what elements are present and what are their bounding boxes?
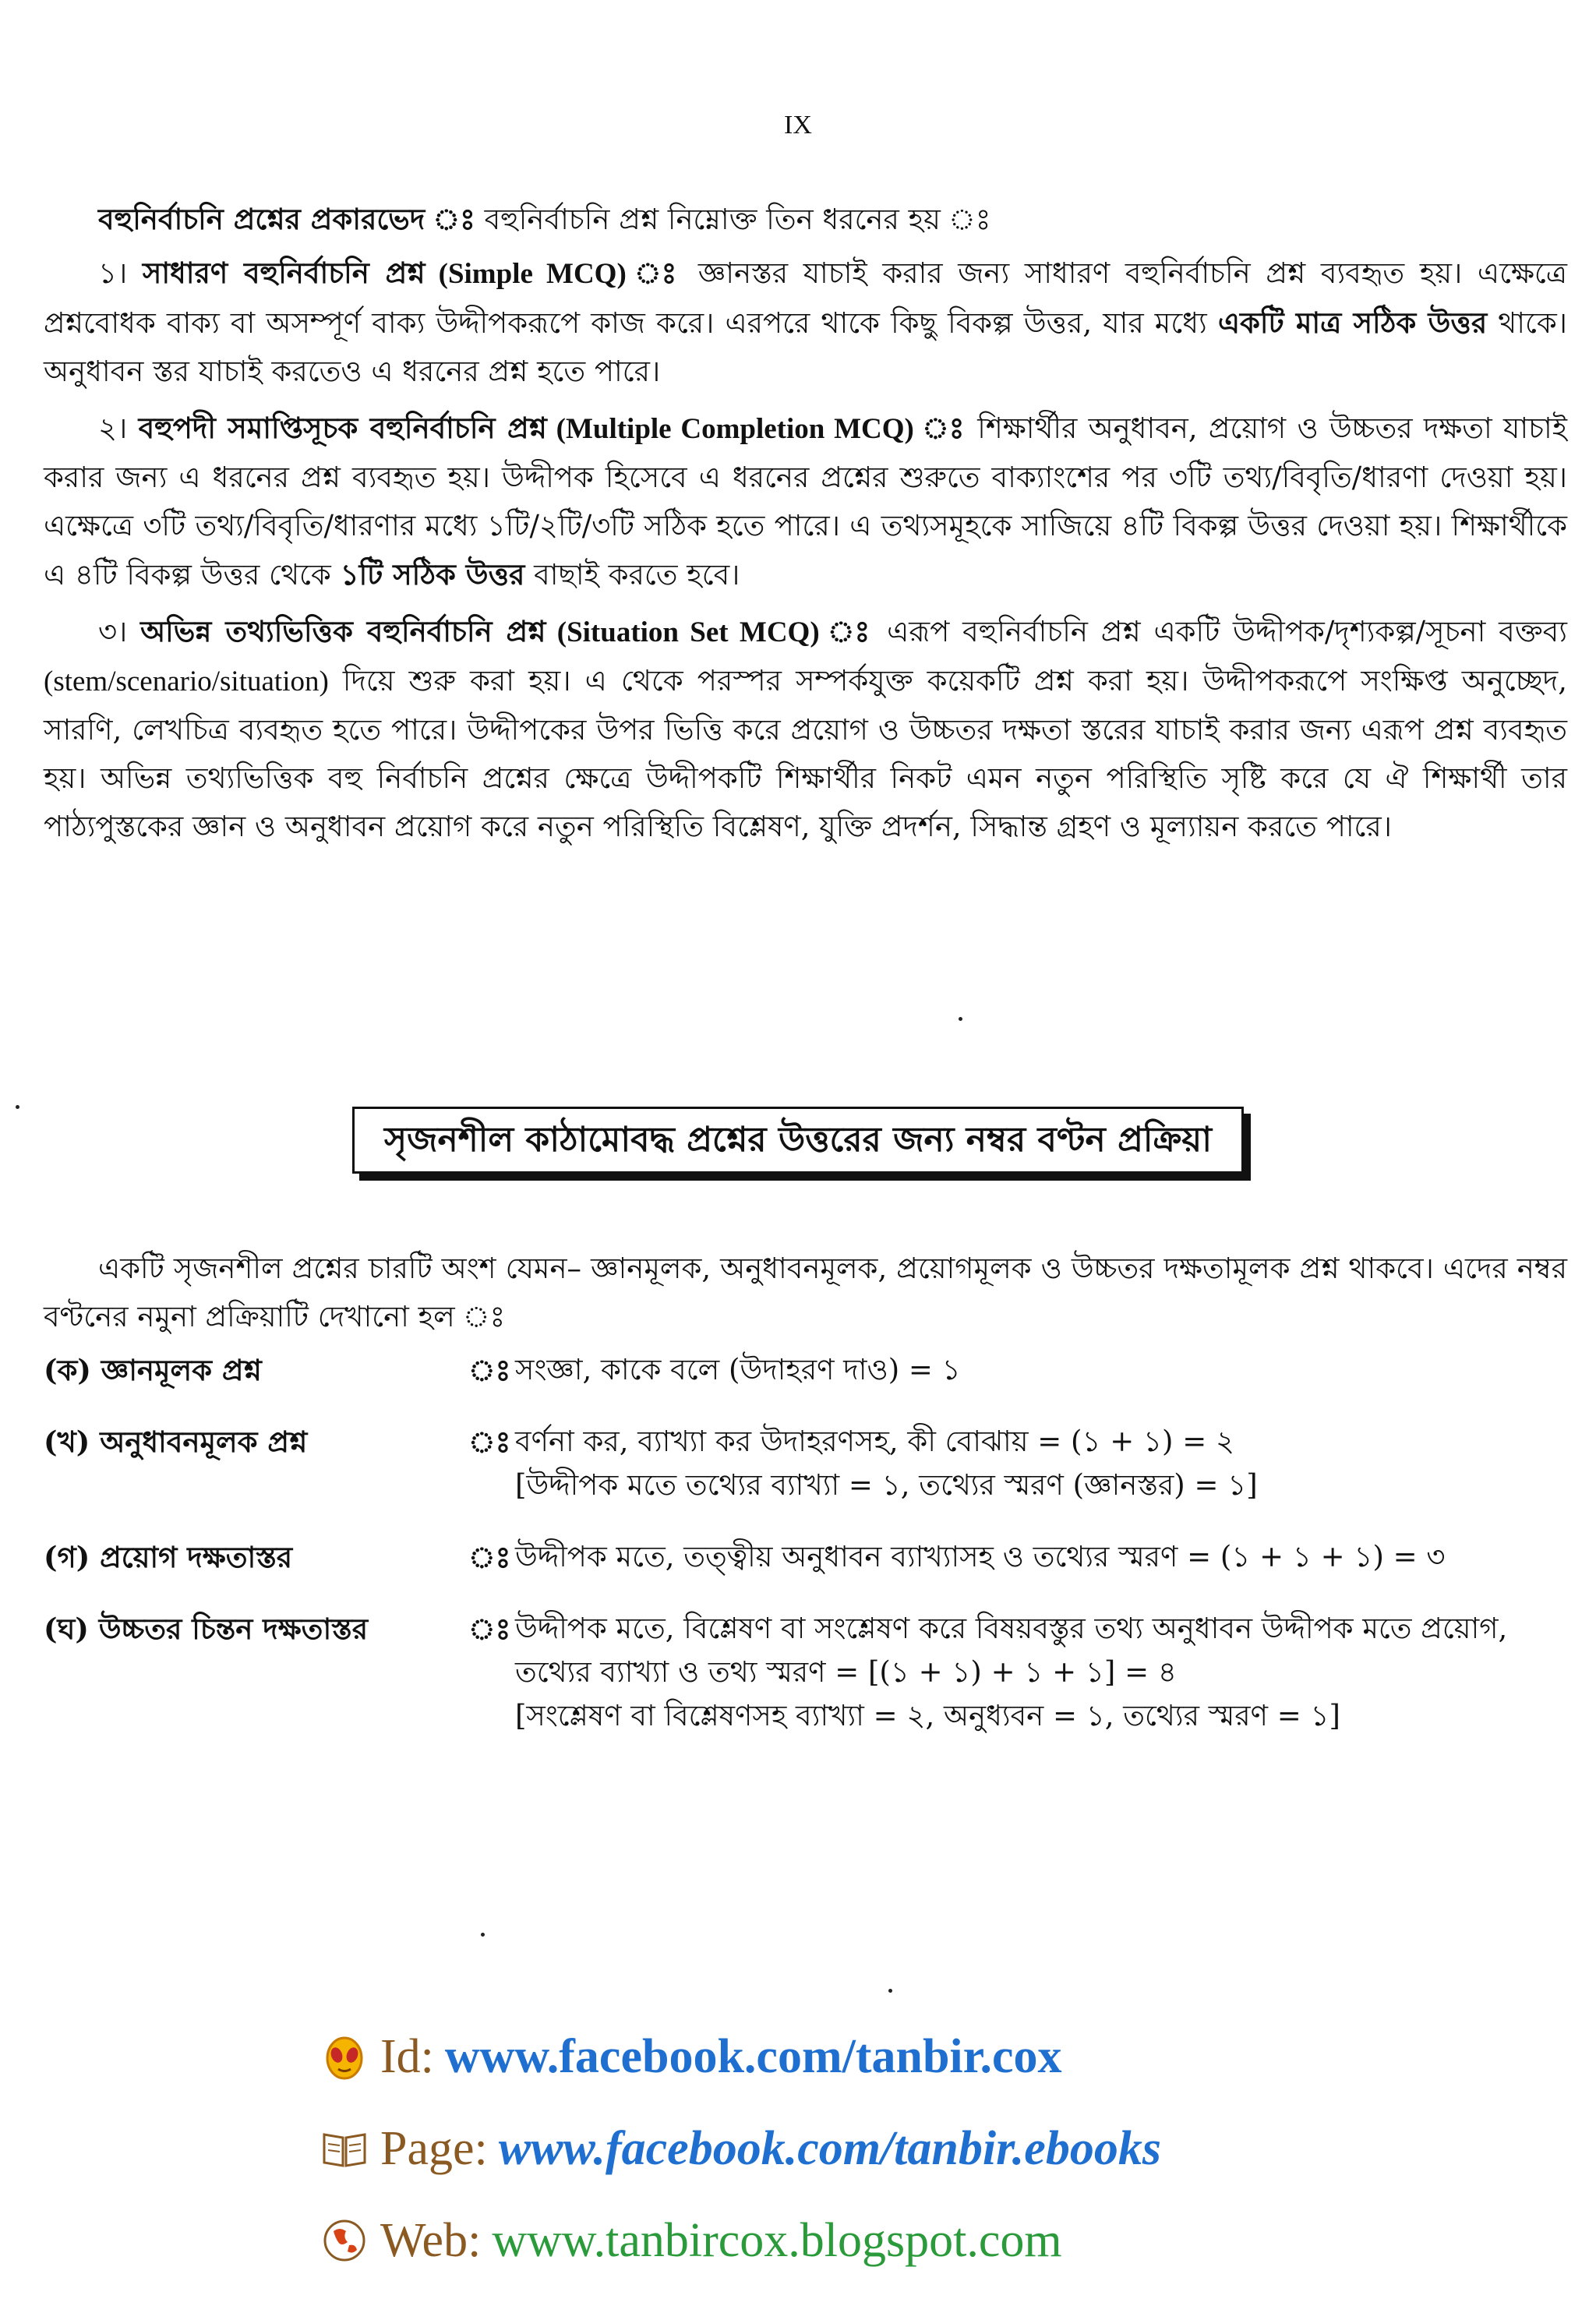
marks-row-line: বর্ণনা কর, ব্যাখ্যা কর উদাহরণসহ, কী বোঝায় = (১ + ১) = ২ xyxy=(515,1425,1235,1458)
page-label: Page: xyxy=(380,2121,488,2175)
item-number: ৩। xyxy=(98,615,141,648)
item-english-term: (Simple MCQ) ঃ xyxy=(425,258,683,290)
item-text: জ্ঞানস্তর যাচাই করার জন্য সাধারণ বহুনির্বাচনি প্রশ্ন ব্যবহৃত হয়। এক্ষেত্রে প্রশ্নবোধক বাক্য বা অসম্পূর্ণ বাক্য উদ্দীপকরূপে কাজ করে। এরপরে থাকে কিছু বিকল্প উত্তর, যার মধ্যে xyxy=(44,256,1567,340)
web-label: Web: xyxy=(380,2213,482,2267)
mcq-types-heading: বহুনির্বাচনি প্রশ্নের প্রকারভেদ ঃ xyxy=(98,202,475,236)
marks-row xyxy=(44,1535,1567,1579)
marks-row-label: (ঘ) উচ্চতর চিন্তন দক্ষতাস্তর xyxy=(44,1612,369,1646)
scan-speck xyxy=(888,1989,892,1993)
section-heading-wrap xyxy=(0,1107,1596,1174)
marks-row-colon: ঃ xyxy=(468,1353,511,1387)
marks-row xyxy=(44,1420,1567,1507)
marks-row-colon: ঃ xyxy=(468,1540,511,1574)
marks-row-line: সংজ্ঞা, কাকে বলে (উদাহরণ দাও) = ১ xyxy=(515,1353,961,1386)
globe-icon xyxy=(320,2216,369,2265)
mcq-types-intro xyxy=(44,195,1567,244)
marks-row-text xyxy=(515,1420,1567,1507)
id-label: Id: xyxy=(380,2029,434,2083)
marks-row-label: (খ) অনুধাবনমূলক প্রশ্ন xyxy=(44,1425,308,1459)
open-book-icon xyxy=(320,2124,369,2174)
item-text-end: দিয়ে শুরু করা হয়। এ থেকে পরস্পর সম্পর্কযুক্ত কয়েকটি প্রশ্ন করা হয়। উদ্দীপকরূপে সংক্ষিপ্ত অনুচ্ছেদ, সারণি, লেখচিত্র ব্যবহৃত হতে পারে। উদ্দীপকের উপর ভিত্তি করে প্রয়োগ ও উচ্চতর দক্ষতা স্তরের যাচাই করার জন্য এরূপ প্রশ্ন ব্যবহৃত হয়। অভিন্ন তথ্যভিত্তিক বহু নির্বাচনি প্রশ্নের ক্ষেত্রে উদ্দীপকটি শিক্ষার্থীর নিকট এমন নতুন পরিস্থিতি সৃষ্টি করে যে ঐ শিক্ষার্থী তার পাঠ্যপুস্তকের জ্ঞান ও অনুধাবন প্রয়োগ করে নতুন পরিস্থিতি বিশ্লেষণ, যুক্তি প্রদর্শন, সিদ্ধান্ত গ্রহণ ও মূল্যায়ন করতে পারে। xyxy=(44,664,1567,843)
footer-id-line xyxy=(320,2011,1488,2103)
marks-row-label: (ক) জ্ঞানমূলক প্রশ্ন xyxy=(44,1353,262,1387)
marks-row-colon: ঃ xyxy=(468,1612,511,1646)
blog-link[interactable]: www.tanbircox.blogspot.com xyxy=(492,2213,1062,2267)
footer-links xyxy=(320,2011,1488,2287)
item-text: এরূপ বহুনির্বাচনি প্রশ্ন একটি উদ্দীপক/দৃশ্যকল্প/সূচনা বক্তব্য xyxy=(874,615,1567,648)
item-heading: বহুপদী সমাপ্তিসূচক বহুনির্বাচনি প্রশ্ন xyxy=(138,411,547,445)
marks-row-line: [উদ্দীপক মতে তথ্যের ব্যাখ্যা = ১, তথ্যের স্মরণ (জ্ঞানস্তর) = ১] xyxy=(515,1468,1258,1502)
marks-row-label: (গ) প্রয়োগ দক্ষতাস্তর xyxy=(44,1540,293,1574)
page-number: IX xyxy=(784,111,812,139)
mcq-type-situation-set xyxy=(44,607,1567,851)
mcq-type-multiple-completion xyxy=(44,404,1567,599)
footer-web-line xyxy=(320,2195,1488,2287)
marks-row-line: উদ্দীপক মতে, তত্ত্বীয় অনুধাবন ব্যাখ্যাসহ ও তথ্যের স্মরণ = (১ + ১ + ১) = ৩ xyxy=(515,1540,1446,1573)
facebook-page-link[interactable]: www.facebook.com/tanbir.ebooks xyxy=(498,2121,1161,2175)
footer-page-line xyxy=(320,2103,1488,2195)
item-text: শিক্ষার্থীর অনুধাবন, প্রয়োগ ও উচ্চতর দক্ষতা যাচাই করার জন্য এ ধরনের প্রশ্ন ব্যবহৃত হয়। উদ্দীপক হিসেবে এ ধরনের প্রশ্নের শুরুতে বাক্যাংশের পর ৩টি তথ্য/বিবৃতি/ধারণা দেওয়া হয়। এক্ষেত্রে ৩টি তথ্য/বিবৃতি/ধারণার মধ্যে ১টি/২টি/৩টি সঠিক হতে পারে। এ তথ্যসমূহকে সাজিয়ে ৪টি বিকল্প উত্তর দেওয়া হয়। শিক্ষার্থীকে এ ৪টি বিকল্প উত্তর থেকে xyxy=(44,411,1568,591)
creative-intro: একটি সৃজনশীল প্রশ্নের চারটি অংশ যেমন– জ্ঞানমূলক, অনুধাবনমূলক, প্রয়োগমূলক ও উচ্চতর দক্ষতামূলক প্রশ্ন থাকবে। এদের নম্বর বণ্টনের নমুনা প্রক্রিয়াটি দেখানো হল ঃ xyxy=(44,1252,1567,1333)
item-emphasis: ১টি সঠিক উত্তর xyxy=(340,557,525,591)
marks-row-text xyxy=(515,1348,1567,1392)
marks-row xyxy=(44,1348,1567,1392)
marks-row-text xyxy=(515,1535,1567,1579)
marks-row-text xyxy=(515,1607,1567,1738)
marks-row-line: [সংশ্লেষণ বা বিশ্লেষণসহ ব্যাখ্যা = ২, অনুধ্যবন = ১, তথ্যের স্মরণ = ১] xyxy=(515,1699,1340,1732)
mcq-types-text: বহুনির্বাচনি প্রশ্ন নিম্নোক্ত তিন ধরনের হয় ঃ xyxy=(475,203,991,236)
facebook-id-link[interactable]: www.facebook.com/tanbir.cox xyxy=(444,2029,1062,2083)
scan-speck xyxy=(481,1933,485,1937)
section-heading-box: সৃজনশীল কাঠামোবদ্ধ প্রশ্নের উত্তরের জন্য নম্বর বণ্টন প্রক্রিয়া xyxy=(352,1107,1244,1174)
scan-speck xyxy=(16,1105,19,1109)
item-number: ২। xyxy=(98,411,139,445)
item-stem-term: (stem/scenario/situation) xyxy=(44,666,329,697)
item-heading: সাধারণ বহুনির্বাচনি প্রশ্ন xyxy=(142,256,425,290)
item-english-term: (Situation Set MCQ) ঃ xyxy=(546,616,874,648)
marks-row-colon: ঃ xyxy=(468,1425,511,1459)
marks-distribution-list xyxy=(44,1348,1567,1766)
mcq-type-simple xyxy=(44,249,1567,396)
marks-row-line: উদ্দীপক মতে, বিশ্লেষণ বা সংশ্লেষণ করে বিষয়বস্তুর তথ্য অনুধাবন উদ্দীপক মতে প্রয়োগ, তথ্যের ব্যাখ্যা ও তথ্য স্মরণ = [(১ + ১) + ১ + ১] = ৪ xyxy=(515,1612,1508,1689)
item-text-end: বাছাই করতে হবে। xyxy=(524,558,740,591)
item-text-end: থাকে। অনুধাবন স্তর যাচাই করতেও এ ধরনের প্রশ্ন হতে পারে। xyxy=(44,306,1567,388)
mcq-section xyxy=(44,195,1567,859)
item-emphasis: একটি মাত্র সঠিক উত্তর xyxy=(1217,305,1488,340)
item-heading: অভিন্ন তথ্যভিত্তিক বহুনির্বাচনি প্রশ্ন xyxy=(140,614,546,648)
item-english-term: (Multiple Completion MCQ) ঃ xyxy=(546,413,966,445)
marks-row xyxy=(44,1607,1567,1738)
scan-speck xyxy=(959,1017,962,1021)
alien-face-icon xyxy=(320,2032,369,2082)
item-number: ১। xyxy=(98,256,143,290)
